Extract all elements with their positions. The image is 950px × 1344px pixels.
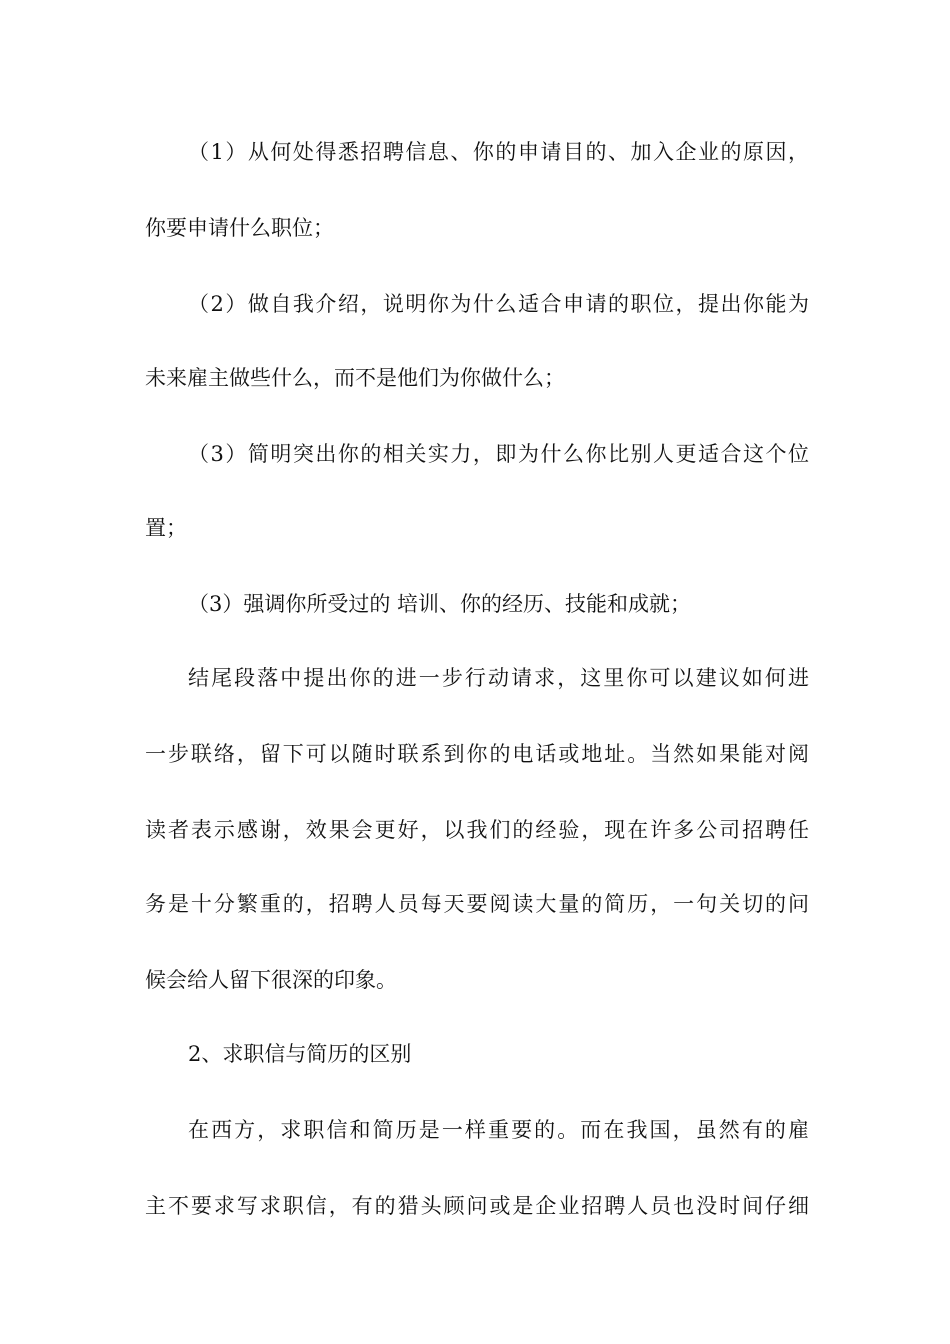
section-heading: 2、求职信与简历的区别 <box>188 1042 412 1066</box>
paragraph-5-line-5: 候会给人留下很深的印象。 <box>145 968 397 992</box>
paragraph-1-line-2: 你要申请什么职位； <box>145 216 334 240</box>
paragraph-5-line-3: 读者表示感谢，效果会更好，以我们的经验，现在许多公司招聘任 <box>145 818 809 842</box>
paragraph-1-line-1: （1）从何处得悉招聘信息、你的申请目的、加入企业的原因， <box>188 140 809 164</box>
paragraph-6-line-2: 主不要求写求职信，有的猎头顾问或是企业招聘人员也没时间仔细 <box>145 1194 809 1218</box>
paragraph-2-line-1: （2）做自我介绍，说明你为什么适合申请的职位，提出你能为 <box>188 292 809 316</box>
paragraph-4-line-1: （3）强调你所受过的 培训、你的经历、技能和成就； <box>188 592 692 616</box>
paragraph-3-line-1: （3）简明突出你的相关实力，即为什么你比别人更适合这个位 <box>188 442 809 466</box>
paragraph-6-line-1: 在西方，求职信和简历是一样重要的。而在我国，虽然有的雇 <box>188 1118 809 1142</box>
paragraph-5-line-1: 结尾段落中提出你的进一步行动请求，这里你可以建议如何进 <box>188 666 809 690</box>
paragraph-3-line-2: 置； <box>145 516 187 540</box>
paragraph-5-line-4: 务是十分繁重的，招聘人员每天要阅读大量的简历，一句关切的问 <box>145 892 809 916</box>
paragraph-5-line-2: 一步联络，留下可以随时联系到你的电话或地址。当然如果能对阅 <box>145 742 809 766</box>
paragraph-2-line-2: 未来雇主做些什么，而不是他们为你做什么； <box>145 366 565 390</box>
